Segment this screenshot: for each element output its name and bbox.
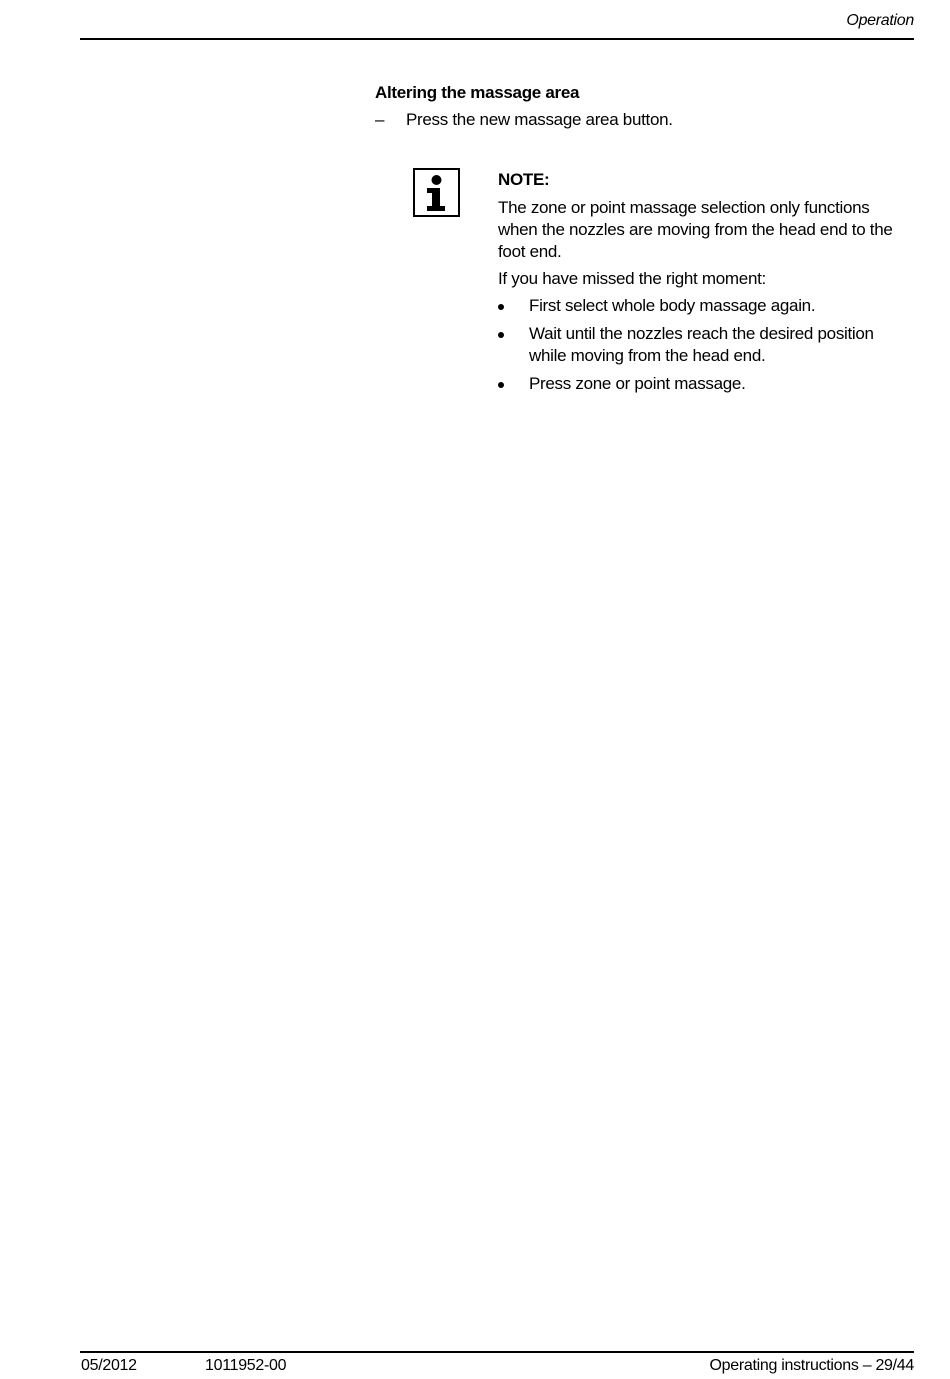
bullet-text: Press zone or point massage.: [529, 374, 746, 393]
note-paragraph: If you have missed the right moment:: [498, 269, 766, 288]
info-icon: [413, 168, 460, 217]
bullet-icon: [498, 304, 504, 310]
header-rule: [80, 38, 914, 40]
footer-date: 05/2012: [81, 1357, 137, 1374]
bullet-item: [498, 373, 908, 395]
step-text: Press the new massage area button.: [406, 110, 673, 129]
bullet-icon: [498, 382, 504, 388]
footer-rule: [80, 1351, 914, 1353]
step-marker: –: [375, 110, 385, 129]
bullet-text: Wait until the nozzles reach the desired position while moving from the head end.: [529, 324, 874, 365]
bullet-item: [498, 323, 908, 367]
bullet-item: [498, 295, 908, 317]
bullet-text: First select whole body massage again.: [529, 296, 816, 315]
section-title: Operation: [846, 12, 914, 29]
footer-doc-number: 1011952-00: [205, 1357, 287, 1374]
note-bullet-list: [498, 295, 908, 395]
note-label: NOTE:: [498, 170, 550, 189]
note-block: [498, 169, 908, 401]
footer-page-info: Operating instructions – 29/44: [709, 1357, 914, 1374]
bullet-icon: [498, 332, 504, 338]
section-heading: Altering the massage area: [375, 83, 580, 102]
note-paragraph: The zone or point massage selection only functions when the nozzles are moving from the head end to the foot end.: [498, 198, 893, 261]
